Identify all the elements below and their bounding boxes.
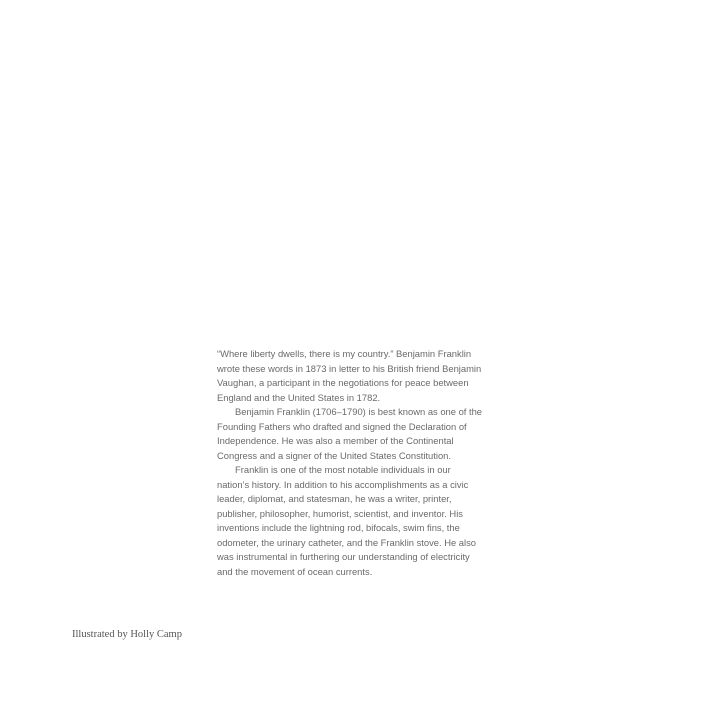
text-line: was instrumental in furthering our understanding of electricity (217, 551, 470, 562)
text-line: and the movement of ocean currents. (217, 565, 373, 577)
paragraph-2 (217, 405, 497, 463)
text-line: Independence. He was also a member of the Continental (217, 435, 454, 446)
text-line: Franklin is one of the most notable individuals in our (235, 464, 451, 475)
text-line: wrote these words in 1873 in letter to his British friend Benjamin (217, 362, 482, 374)
illustrator-credit: Illustrated by Holly Camp (72, 629, 182, 640)
text-line: leader, diplomat, and statesman, he was a writer, printer, (217, 493, 452, 504)
text-line: Benjamin Franklin (1706–1790) is best known as one of the (235, 406, 483, 417)
text-line: “Where liberty dwells, there is my country.” Benjamin Franklin (217, 348, 472, 359)
body-text (217, 347, 497, 579)
text-line: publisher, philosopher, humorist, scientist, and inventor. His (217, 507, 463, 519)
text-line: nation’s history. In addition to his accomplishments as a civic (217, 478, 469, 490)
paragraph-3 (217, 463, 497, 579)
text-line: England and the United States in 1782. (217, 391, 381, 403)
text-line: Founding Fathers who drafted and signed the Declaration of (217, 420, 467, 432)
text-line: inventions include the lightning rod, bifocals, swim fins, the (217, 522, 460, 533)
text-line: odometer, the urinary catheter, and the Franklin stove. He also (217, 536, 476, 548)
text-line: Vaughan, a participant in the negotiations for peace between (217, 377, 469, 388)
text-line: Congress and a signer of the United States Constitution. (217, 449, 451, 461)
paragraph-1 (217, 347, 497, 405)
